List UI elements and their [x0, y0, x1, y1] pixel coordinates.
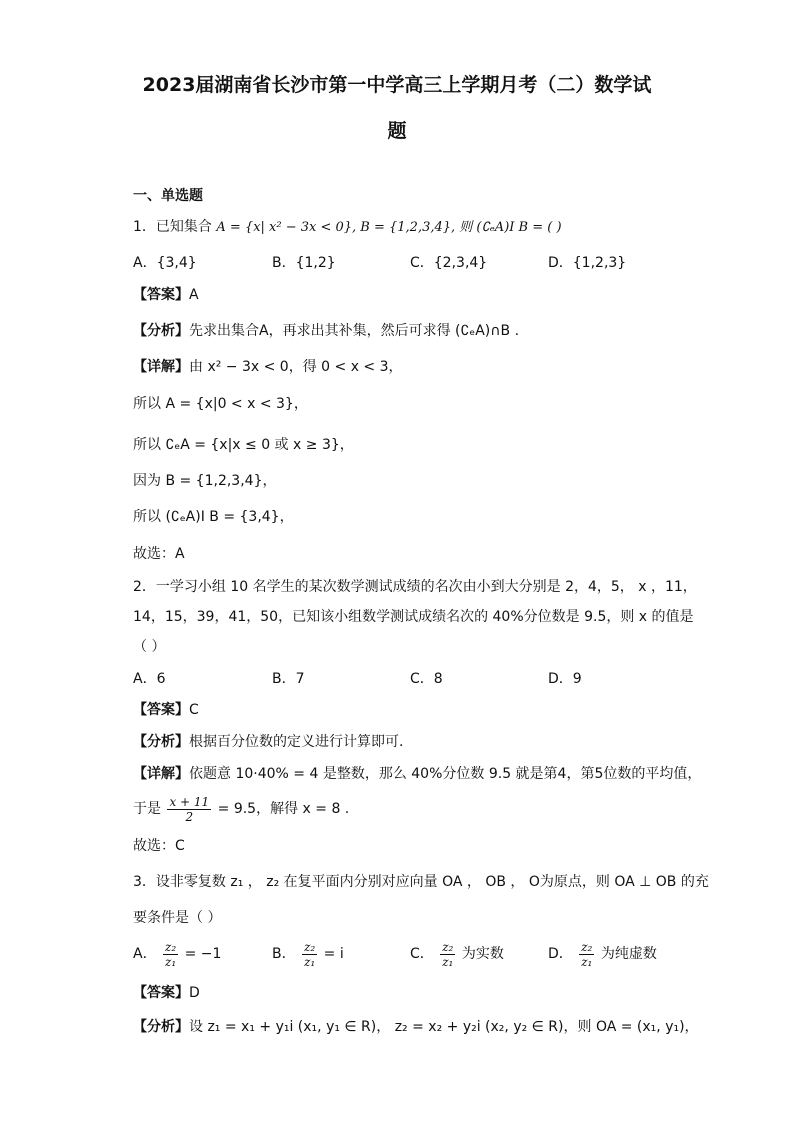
answer-tag: 【答案】: [133, 702, 189, 718]
fraction-numerator: x + 11: [169, 794, 210, 809]
option-suffix: 为纯虚数: [600, 946, 657, 962]
option-letter: A．: [133, 946, 157, 962]
q2-detail-line2: [133, 793, 349, 825]
answer-value: A: [189, 287, 199, 303]
detail-tag: 【详解】: [133, 359, 189, 375]
fraction-denominator: z₁: [581, 954, 593, 969]
answer-value: D: [189, 985, 200, 1001]
doc-title-line1: 2023届湖南省长沙市第一中学高三上学期月考（二）数学试: [142, 74, 652, 96]
q2-option-b: B．7: [272, 671, 305, 687]
q1-detail-line3: 所以 ∁ₑA = {x|x ≤ 0 或 x ≥ 3}，: [133, 437, 354, 453]
fraction-numerator: z₂: [442, 939, 454, 954]
fraction-denominator: 2: [185, 809, 194, 824]
fraction-numerator: z₂: [581, 939, 593, 954]
q2-answer: [133, 700, 199, 720]
analysis-tag: 【分析】: [133, 323, 189, 339]
fraction-denominator: z₁: [304, 954, 316, 969]
option-letter: D．: [548, 946, 573, 962]
q1-stem-prefix: 1．已知集合: [133, 219, 212, 235]
doc-title-line2: 题: [387, 120, 407, 142]
analysis-tag: 【分析】: [133, 734, 189, 750]
q1-option-c: C．{2,3,4}: [410, 255, 488, 271]
fraction: [167, 795, 211, 824]
q1-answer: [133, 285, 199, 305]
fraction-denominator: z₁: [165, 954, 177, 969]
q1-option-a: A．{3,4}: [133, 255, 197, 271]
analysis-text: 根据百分位数的定义进行计算即可.: [189, 734, 404, 750]
analysis-text: 设 z₁ = x₁ + y₁i (x₁, y₁ ∈ R)， z₂ = x₂ + y₂i (x₂, y₂ ∈ R)，则 OA = (x₁, y₁)，: [189, 1019, 699, 1035]
q2-option-c: C．8: [410, 671, 443, 687]
q1-analysis: [133, 321, 519, 341]
q3-answer: [133, 983, 200, 1003]
section-heading: 一、单选题: [133, 188, 203, 204]
q2-stem-line1: 2．一学习小组 10 名学生的某次数学测试成绩的名次由小到大分别是 2，4，5， x ，11，: [133, 579, 697, 595]
detail-prefix: 于是: [133, 801, 161, 817]
fraction-numerator: z₂: [165, 939, 177, 954]
analysis-text: 先求出集合A，再求出其补集，然后可求得 (∁ₑA)∩B .: [189, 323, 520, 339]
option-letter: C．: [410, 946, 434, 962]
fraction-denominator: z₁: [442, 954, 454, 969]
analysis-tag: 【分析】: [133, 1019, 189, 1035]
q1-option-d: D．{1,2,3}: [548, 255, 627, 271]
option-suffix: 为实数: [461, 946, 504, 962]
q3-stem-line1: 3．设非零复数 z₁ ， z₂ 在复平面内分别对应向量 OA ， OB ， O为原点，则 OA ⊥ OB 的充: [133, 874, 709, 890]
answer-value: C: [189, 702, 199, 718]
q1-stem-math: A = {x| x² − 3x < 0}, B = {1,2,3,4}, 则 (∁ₑA)I B = ( ): [216, 220, 562, 235]
fraction: [163, 940, 178, 969]
answer-tag: 【答案】: [133, 985, 189, 1001]
q1-choice: 故选：A: [133, 546, 185, 562]
detail-text: 依题意 10·40% = 4 是整数，那么 40%分位数 9.5 就是第4，第5位数的平均值，: [189, 766, 702, 782]
q1-detail-line2: 所以 A = {x|0 < x < 3}，: [133, 396, 308, 412]
q3-stem-line2: 要条件是（ ）: [133, 910, 222, 926]
detail-tag: 【详解】: [133, 766, 189, 782]
answer-tag: 【答案】: [133, 287, 189, 303]
detail-text: 由 x² − 3x < 0，得 0 < x < 3，: [189, 359, 403, 375]
q3-option-c: [410, 938, 504, 970]
q2-option-d: D．9: [548, 671, 582, 687]
fraction: [302, 940, 317, 969]
fraction: [579, 940, 594, 969]
q3-analysis: [133, 1017, 699, 1037]
fraction: [440, 940, 455, 969]
q1-detail: [133, 357, 403, 377]
q1-option-b: B．{1,2}: [272, 255, 336, 271]
option-letter: B．: [272, 946, 296, 962]
q2-stem-line3: （ ）: [133, 639, 166, 655]
q1-detail-line4: 因为 B = {1,2,3,4}，: [133, 473, 277, 489]
q1-detail-line5: 所以 (∁ₑA)I B = {3,4}，: [133, 509, 294, 525]
q1-stem: [133, 217, 562, 238]
q3-option-b: [272, 938, 344, 970]
option-suffix: = i: [323, 946, 344, 962]
q2-choice: 故选：C: [133, 838, 185, 854]
fraction-numerator: z₂: [304, 939, 316, 954]
q2-option-a: A．6: [133, 671, 166, 687]
q3-option-a: [133, 938, 221, 970]
q3-option-d: [548, 938, 657, 970]
q2-detail: [133, 764, 701, 784]
q2-stem-line2: 14，15，39，41，50，已知该小组数学测试成绩名次的 40%分位数是 9.5，则 x 的值是: [133, 609, 694, 625]
q2-analysis: [133, 732, 403, 752]
detail-suffix: = 9.5，解得 x = 8 .: [217, 801, 350, 817]
option-suffix: = −1: [184, 946, 222, 962]
